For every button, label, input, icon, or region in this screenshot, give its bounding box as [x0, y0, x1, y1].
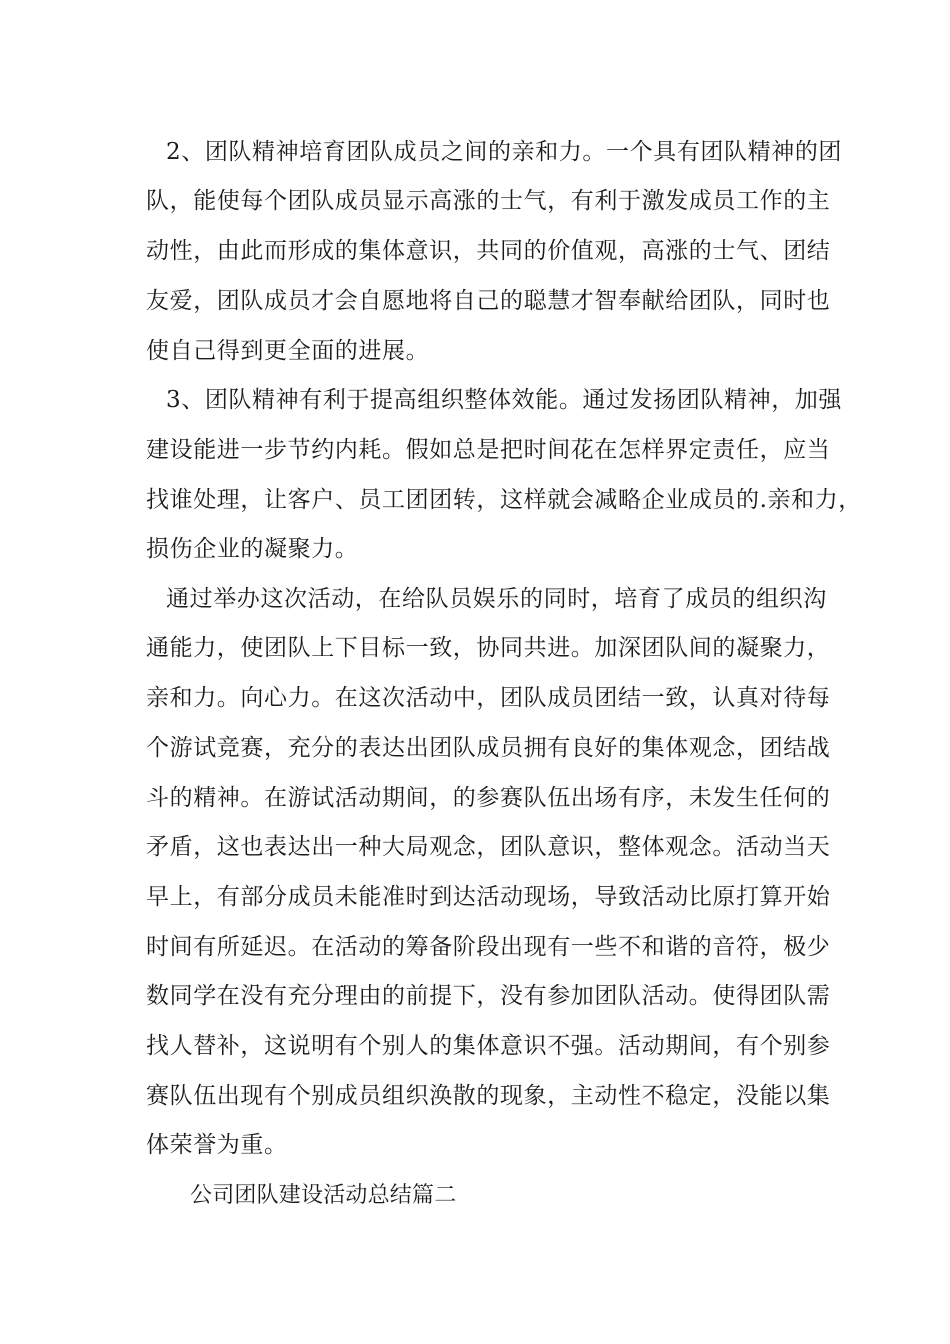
text-line: 通能力，使团队上下目标一致，协同共进。加深团队间的凝聚力，	[146, 635, 831, 661]
text-line: 3、团队精神有利于提高组织整体效能。通过发扬团队精神，加强	[166, 387, 843, 413]
text-line: 体荣誉为重。	[146, 1132, 288, 1158]
text-line: 时间有所延迟。在活动的筹备阶段出现有一些不和谐的音符，极少	[146, 934, 831, 960]
section-heading: 公司团队建设活动总结篇二	[190, 1183, 457, 1208]
text-line: 使自己得到更全面的进展。	[146, 338, 430, 364]
text-line: 斗的精神。在游试活动期间，的参赛队伍出场有序，未发生任何的	[146, 785, 831, 811]
text-line: 通过举办这次活动，在给队员娱乐的同时，培育了成员的组织沟	[166, 586, 827, 612]
text-line: 亲和力。向心力。在这次活动中，团队成员团结一致，认真对待每	[146, 685, 831, 711]
text-line: 2、团队精神培育团队成员之间的亲和力。一个具有团队精神的团	[166, 139, 843, 165]
text-line: 友爱，团队成员才会自愿地将自己的聪慧才智奉献给团队，同时也	[146, 288, 831, 314]
text-line: 个游试竞赛，充分的表达出团队成员拥有良好的集体观念，团结战	[146, 735, 831, 761]
text-line: 建设能进一步节约内耗。假如总是把时间花在怎样界定责任，应当	[146, 437, 831, 463]
text-line: 动性，由此而形成的集体意识，共同的价值观，高涨的士气、团结	[146, 238, 831, 264]
text-line: 找人替补，这说明有个别人的集体意识不强。活动期间，有个别参	[146, 1033, 831, 1059]
text-line: 赛队伍出现有个别成员组织涣散的现象，主动性不稳定，没能以集	[146, 1083, 831, 1109]
text-line: 数同学在没有充分理由的前提下，没有参加团队活动。使得团队需	[146, 983, 831, 1009]
text-line: 找谁处理，让客户、员工团团转，这样就会减略企业成员的.亲和力，	[146, 487, 862, 513]
text-line: 队，能使每个团队成员显示高涨的士气，有利于激发成员工作的主	[146, 188, 831, 214]
text-line: 损伤企业的凝聚力。	[146, 536, 359, 562]
text-line: 矛盾，这也表达出一种大局观念，团队意识，整体观念。活动当天	[146, 834, 831, 860]
text-line: 早上，有部分成员未能准时到达活动现场，导致活动比原打算开始	[146, 884, 831, 910]
